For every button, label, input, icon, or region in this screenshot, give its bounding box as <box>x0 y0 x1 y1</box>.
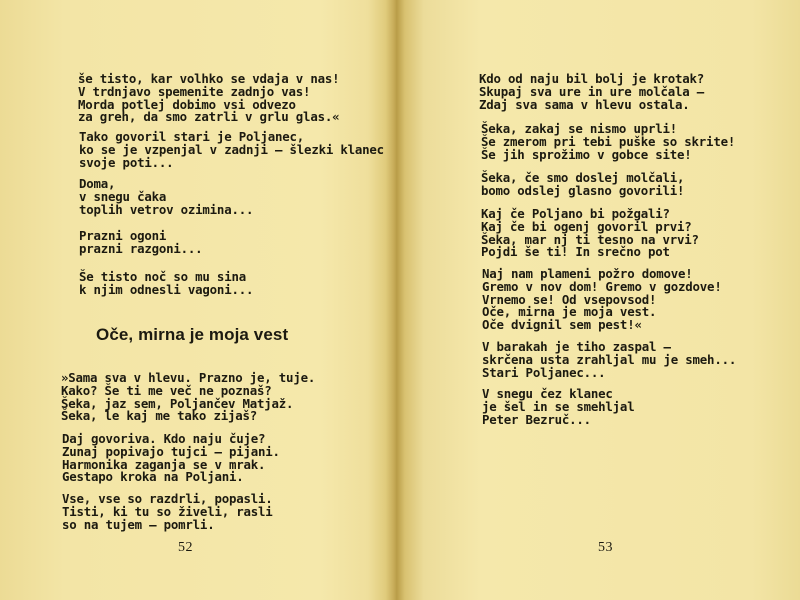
poem-line: skrčena usta zrahljal mu je smeh... <box>482 351 737 367</box>
poem-line: »Sama sva v hlevu. Prazno je, tuje. <box>61 370 316 385</box>
right-stanza-4 <box>481 208 699 259</box>
poem-line: Kdo od naju bil bolj je krotak? <box>479 71 705 86</box>
poem-line: še tisto, kar volhko se vdaja v nas! <box>78 71 340 86</box>
poem-line: Vse, vse so razdrli, popasli. <box>62 491 273 506</box>
poem-line: Oče dvignil sem pest!« <box>482 317 642 333</box>
poem-line: V snegu čez klanec <box>482 386 613 401</box>
left-stanza-1 <box>78 73 339 124</box>
poem-line: Doma, <box>79 176 116 191</box>
right-stanza-2 <box>481 123 735 161</box>
poem-line: so na tujem — pomrli. <box>62 516 215 532</box>
left-stanza-5 <box>79 271 253 297</box>
poem-line: Kaj če bi ogenj govoril prvi? <box>481 218 692 234</box>
poem-line: za greh, da smo zatrli v grlu glas.« <box>78 109 340 125</box>
right-stanza-6 <box>482 341 736 379</box>
poem-line: Zdaj sva sama v hlevu ostala. <box>479 96 690 112</box>
poem-line: Šeka, mar nj ti tesno na vrvi? <box>481 231 699 247</box>
poem-line: Šeka, če smo doslej molčali, <box>481 170 685 185</box>
poem-line: Harmonika zaganja se v mrak. <box>62 456 266 472</box>
poem-line: Pojdi še ti! In srečno pot <box>481 244 670 260</box>
right-stanza-1 <box>479 73 704 111</box>
poem-line: Zunaj popivajo tujci — pijani. <box>62 443 280 459</box>
poem-line: Naj nam plameni požro domove! <box>482 266 693 281</box>
right-stanza-7 <box>482 388 634 426</box>
left-page <box>0 0 393 600</box>
poem-line: Šeka, zakaj se nismo uprli! <box>481 121 678 136</box>
poem-line: prazni razgoni... <box>79 240 203 256</box>
poem-title: Oče, mirna je moja vest <box>96 325 289 344</box>
poem-line: Gestapo kroka na Poljani. <box>62 469 244 485</box>
poem-line: Oče, mirna je moja vest. <box>482 304 657 320</box>
left-poem-stanza-1 <box>61 372 315 423</box>
left-stanza-2 <box>79 131 384 169</box>
right-stanza-3 <box>481 172 684 198</box>
poem-line: Še jih sprožimo v gobce site! <box>481 146 692 162</box>
poem-line: Tako govoril stari je Poljanec, <box>79 129 305 144</box>
poem-line: Peter Bezruč... <box>482 411 591 427</box>
poem-line: Šeka, jaz sem, Poljančev Matjaž. <box>61 395 294 411</box>
poem-line: Gremo v nov dom! Gremo v gozdove! <box>482 278 722 294</box>
poem-line: ko se je vzpenjal v zadnji — šlezki klanec <box>79 141 384 157</box>
poem-line: Daj govoriva. Kdo naju čuje? <box>62 431 266 446</box>
poem-line: V barakah je tiho zaspal — <box>482 339 671 354</box>
poem-line: Vrnemo se! Od vsepovsod! <box>482 291 657 307</box>
left-poem-stanza-2 <box>62 433 280 484</box>
left-poem-stanza-3 <box>62 493 273 531</box>
poem-line: bomo odslej glasno govorili! <box>481 182 685 198</box>
poem-line: Morda potlej dobimo vsi odvezo <box>78 96 296 112</box>
page-number-left: 52 <box>178 540 193 555</box>
poem-line: Skupaj sva ure in ure molčala — <box>479 83 705 99</box>
poem-line: toplih vetrov ozimina... <box>79 201 254 217</box>
poem-line: Stari Poljanec... <box>482 364 606 380</box>
poem-line: Tisti, ki tu so živeli, rasli <box>62 503 273 519</box>
poem-line: Še zmerom pri tebi puške so skrite! <box>481 133 736 149</box>
poem-line: V trdnjavo spemenite zadnjo vas! <box>78 83 311 99</box>
poem-line: Še tisto noč so mu sina <box>79 269 246 284</box>
poem-line: v snegu čaka <box>79 188 167 204</box>
right-stanza-5 <box>482 268 722 332</box>
poem-line: Prazni ogoni <box>79 228 167 243</box>
poem-line: svoje poti... <box>79 154 174 170</box>
poem-line: Šeka, le kaj me tako zijaš? <box>61 408 258 424</box>
poem-line: Kako? Še ti me več ne poznaš? <box>61 382 272 398</box>
poem-line: je šel in se smehljal <box>482 398 635 414</box>
left-stanza-3 <box>79 178 253 216</box>
poem-line: k njim odnesli vagoni... <box>79 281 254 297</box>
page-number-right: 53 <box>598 540 613 555</box>
poem-line: Kaj če Poljano bi požgali? <box>481 206 670 221</box>
right-page <box>400 0 800 600</box>
left-stanza-4 <box>79 230 202 256</box>
